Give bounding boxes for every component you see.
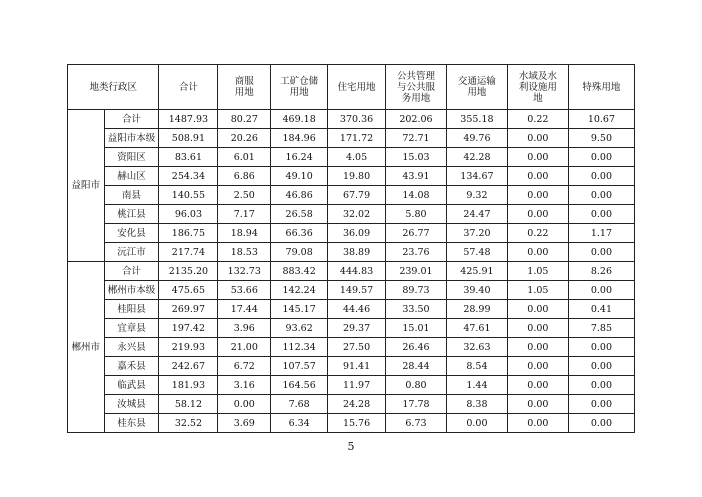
- value-cell: 0.00: [568, 281, 634, 300]
- value-cell: 0.00: [568, 148, 634, 167]
- value-cell: 28.44: [386, 357, 447, 376]
- table-row: [68, 395, 635, 414]
- district-cell: 桂阳县: [104, 300, 159, 319]
- value-cell: 83.61: [159, 148, 218, 167]
- value-cell: 15.76: [328, 414, 386, 433]
- value-cell: 93.62: [271, 319, 328, 338]
- city-cell: 郴州市: [68, 262, 105, 433]
- value-cell: 181.93: [159, 376, 218, 395]
- column-header-residential: [328, 65, 386, 110]
- value-cell: 112.34: [271, 338, 328, 357]
- table-row: [68, 129, 635, 148]
- value-cell: 23.76: [386, 243, 447, 262]
- land-use-table: [67, 64, 635, 433]
- value-cell: 3.96: [218, 319, 271, 338]
- value-cell: 24.28: [328, 395, 386, 414]
- table-row: [68, 205, 635, 224]
- value-cell: 18.94: [218, 224, 271, 243]
- value-cell: 883.42: [271, 262, 328, 281]
- table-row: [68, 148, 635, 167]
- value-cell: 0.00: [507, 186, 568, 205]
- column-header-line: 公共管理: [396, 70, 435, 82]
- value-cell: 355.18: [446, 110, 507, 129]
- value-cell: 19.80: [328, 167, 386, 186]
- district-cell: 桃江县: [104, 205, 159, 224]
- value-cell: 49.10: [271, 167, 328, 186]
- value-cell: 38.89: [328, 243, 386, 262]
- value-cell: 219.93: [159, 338, 218, 357]
- value-cell: 15.03: [386, 148, 447, 167]
- value-cell: 27.50: [328, 338, 386, 357]
- value-cell: 1487.93: [159, 110, 218, 129]
- table-row: [68, 376, 635, 395]
- value-cell: 0.00: [568, 243, 634, 262]
- value-cell: 14.08: [386, 186, 447, 205]
- table-header: [68, 65, 635, 110]
- table-body: [68, 110, 635, 433]
- value-cell: 508.91: [159, 129, 218, 148]
- value-cell: 20.26: [218, 129, 271, 148]
- value-cell: 425.91: [446, 262, 507, 281]
- value-cell: 0.00: [568, 167, 634, 186]
- value-cell: 5.80: [386, 205, 447, 224]
- column-header-special: [568, 65, 634, 110]
- column-header-line: 合计: [178, 81, 198, 93]
- value-cell: 370.36: [328, 110, 386, 129]
- column-header-line: 交通运输: [457, 76, 496, 87]
- value-cell: 6.73: [386, 414, 447, 433]
- value-cell: 79.08: [271, 243, 328, 262]
- value-cell: 132.73: [218, 262, 271, 281]
- value-cell: 4.05: [328, 148, 386, 167]
- value-cell: 8.38: [446, 395, 507, 414]
- table-row: [68, 110, 635, 129]
- value-cell: 10.67: [568, 110, 634, 129]
- value-cell: 149.57: [328, 281, 386, 300]
- value-cell: 444.83: [328, 262, 386, 281]
- value-cell: 0.00: [568, 376, 634, 395]
- district-cell: 桂东县: [104, 414, 159, 433]
- column-header-total: [159, 65, 218, 110]
- value-cell: 53.66: [218, 281, 271, 300]
- table-row: [68, 414, 635, 433]
- value-cell: 3.69: [218, 414, 271, 433]
- value-cell: 0.00: [507, 338, 568, 357]
- value-cell: 21.00: [218, 338, 271, 357]
- column-header-district: [68, 65, 159, 110]
- value-cell: 242.67: [159, 357, 218, 376]
- value-cell: 8.54: [446, 357, 507, 376]
- value-cell: 43.91: [386, 167, 447, 186]
- table-row: [68, 224, 635, 243]
- value-cell: 33.50: [386, 300, 447, 319]
- value-cell: 6.34: [271, 414, 328, 433]
- value-cell: 0.00: [507, 167, 568, 186]
- value-cell: 0.00: [568, 357, 634, 376]
- table-row: [68, 338, 635, 357]
- value-cell: 11.97: [328, 376, 386, 395]
- value-cell: 80.27: [218, 110, 271, 129]
- value-cell: 3.16: [218, 376, 271, 395]
- district-cell: 资阳区: [104, 148, 159, 167]
- value-cell: 0.00: [507, 376, 568, 395]
- value-cell: 32.63: [446, 338, 507, 357]
- value-cell: 24.47: [446, 205, 507, 224]
- district-cell: 安化县: [104, 224, 159, 243]
- value-cell: 15.01: [386, 319, 447, 338]
- value-cell: 18.53: [218, 243, 271, 262]
- column-header-industrial: [271, 65, 328, 110]
- value-cell: 16.24: [271, 148, 328, 167]
- value-cell: 0.41: [568, 300, 634, 319]
- value-cell: 36.09: [328, 224, 386, 243]
- column-header-line: 水域及水: [518, 70, 557, 82]
- value-cell: 0.00: [507, 205, 568, 224]
- district-cell: 南县: [104, 186, 159, 205]
- district-cell: 临武县: [104, 376, 159, 395]
- value-cell: 0.00: [568, 338, 634, 357]
- value-cell: 0.00: [507, 414, 568, 433]
- value-cell: 0.22: [507, 110, 568, 129]
- column-header-line: 商服: [234, 76, 254, 87]
- value-cell: 46.86: [271, 186, 328, 205]
- column-header-line: 地类行政区: [89, 81, 137, 93]
- table-row: [68, 300, 635, 319]
- value-cell: 140.55: [159, 186, 218, 205]
- value-cell: 217.74: [159, 243, 218, 262]
- value-cell: 6.86: [218, 167, 271, 186]
- value-cell: 72.71: [386, 129, 447, 148]
- value-cell: 32.02: [328, 205, 386, 224]
- value-cell: 91.41: [328, 357, 386, 376]
- value-cell: 6.72: [218, 357, 271, 376]
- value-cell: 39.40: [446, 281, 507, 300]
- table-row: [68, 243, 635, 262]
- district-cell: 嘉禾县: [104, 357, 159, 376]
- value-cell: 44.46: [328, 300, 386, 319]
- value-cell: 142.24: [271, 281, 328, 300]
- value-cell: 0.80: [386, 376, 447, 395]
- value-cell: 134.67: [446, 167, 507, 186]
- table-row: [68, 262, 635, 281]
- table-row: [68, 319, 635, 338]
- value-cell: 47.61: [446, 319, 507, 338]
- column-header-line: 地: [533, 92, 543, 104]
- column-header-public: [386, 65, 447, 110]
- value-cell: 202.06: [386, 110, 447, 129]
- value-cell: 37.20: [446, 224, 507, 243]
- district-cell: 宜章县: [104, 319, 159, 338]
- header-row: [68, 65, 635, 110]
- city-cell: 益阳市: [68, 110, 105, 262]
- value-cell: 26.58: [271, 205, 328, 224]
- value-cell: 17.78: [386, 395, 447, 414]
- value-cell: 1.05: [507, 281, 568, 300]
- value-cell: 269.97: [159, 300, 218, 319]
- value-cell: 7.68: [271, 395, 328, 414]
- value-cell: 26.77: [386, 224, 447, 243]
- column-header-line: 用地: [234, 87, 254, 98]
- value-cell: 29.37: [328, 319, 386, 338]
- value-cell: 254.34: [159, 167, 218, 186]
- value-cell: 0.00: [507, 129, 568, 148]
- value-cell: 2.50: [218, 186, 271, 205]
- page-number: 5: [347, 440, 355, 453]
- value-cell: 164.56: [271, 376, 328, 395]
- district-cell: 汝城县: [104, 395, 159, 414]
- value-cell: 0.00: [507, 243, 568, 262]
- value-cell: 0.00: [507, 148, 568, 167]
- table-row: [68, 167, 635, 186]
- value-cell: 0.00: [507, 300, 568, 319]
- value-cell: 171.72: [328, 129, 386, 148]
- value-cell: 7.85: [568, 319, 634, 338]
- district-cell: 合计: [104, 262, 159, 281]
- value-cell: 0.22: [507, 224, 568, 243]
- column-header-line: 特殊用地: [582, 81, 621, 93]
- value-cell: 9.32: [446, 186, 507, 205]
- value-cell: 107.57: [271, 357, 328, 376]
- value-cell: 9.50: [568, 129, 634, 148]
- table-row: [68, 357, 635, 376]
- value-cell: 26.46: [386, 338, 447, 357]
- column-header-transport: [446, 65, 507, 110]
- value-cell: 28.99: [446, 300, 507, 319]
- district-cell: 永兴县: [104, 338, 159, 357]
- value-cell: 0.00: [568, 186, 634, 205]
- value-cell: 0.00: [446, 414, 507, 433]
- table-row: [68, 281, 635, 300]
- value-cell: 42.28: [446, 148, 507, 167]
- value-cell: 184.96: [271, 129, 328, 148]
- value-cell: 8.26: [568, 262, 634, 281]
- column-header-line: 用地: [289, 87, 309, 98]
- district-cell: 合计: [104, 110, 159, 129]
- value-cell: 239.01: [386, 262, 447, 281]
- value-cell: 0.00: [507, 357, 568, 376]
- value-cell: 197.42: [159, 319, 218, 338]
- column-header-line: 利设施用: [518, 81, 557, 93]
- value-cell: 469.18: [271, 110, 328, 129]
- value-cell: 96.03: [159, 205, 218, 224]
- value-cell: 66.36: [271, 224, 328, 243]
- value-cell: 6.01: [218, 148, 271, 167]
- column-header-line: 与公共服: [396, 81, 435, 93]
- value-cell: 145.17: [271, 300, 328, 319]
- value-cell: 32.52: [159, 414, 218, 433]
- district-cell: 赫山区: [104, 167, 159, 186]
- value-cell: 67.79: [328, 186, 386, 205]
- column-header-line: 工矿仓储: [280, 76, 319, 87]
- value-cell: 0.00: [568, 395, 634, 414]
- value-cell: 0.00: [507, 395, 568, 414]
- column-header-line: 用地: [467, 87, 487, 98]
- value-cell: 0.00: [218, 395, 271, 414]
- column-header-water: [507, 65, 568, 110]
- table-row: [68, 186, 635, 205]
- value-cell: 49.76: [446, 129, 507, 148]
- column-header-line: 务用地: [401, 92, 431, 104]
- value-cell: 0.00: [568, 205, 634, 224]
- district-cell: 沅江市: [104, 243, 159, 262]
- district-cell: 益阳市本级: [104, 129, 159, 148]
- value-cell: 57.48: [446, 243, 507, 262]
- value-cell: 2135.20: [159, 262, 218, 281]
- value-cell: 475.65: [159, 281, 218, 300]
- column-header-commercial: [218, 65, 271, 110]
- value-cell: 1.05: [507, 262, 568, 281]
- district-cell: 郴州市本级: [104, 281, 159, 300]
- value-cell: 89.73: [386, 281, 447, 300]
- value-cell: 0.00: [568, 414, 634, 433]
- value-cell: 186.75: [159, 224, 218, 243]
- value-cell: 7.17: [218, 205, 271, 224]
- value-cell: 17.44: [218, 300, 271, 319]
- value-cell: 0.00: [507, 319, 568, 338]
- column-header-line: 住宅用地: [337, 81, 376, 93]
- value-cell: 58.12: [159, 395, 218, 414]
- value-cell: 1.44: [446, 376, 507, 395]
- value-cell: 1.17: [568, 224, 634, 243]
